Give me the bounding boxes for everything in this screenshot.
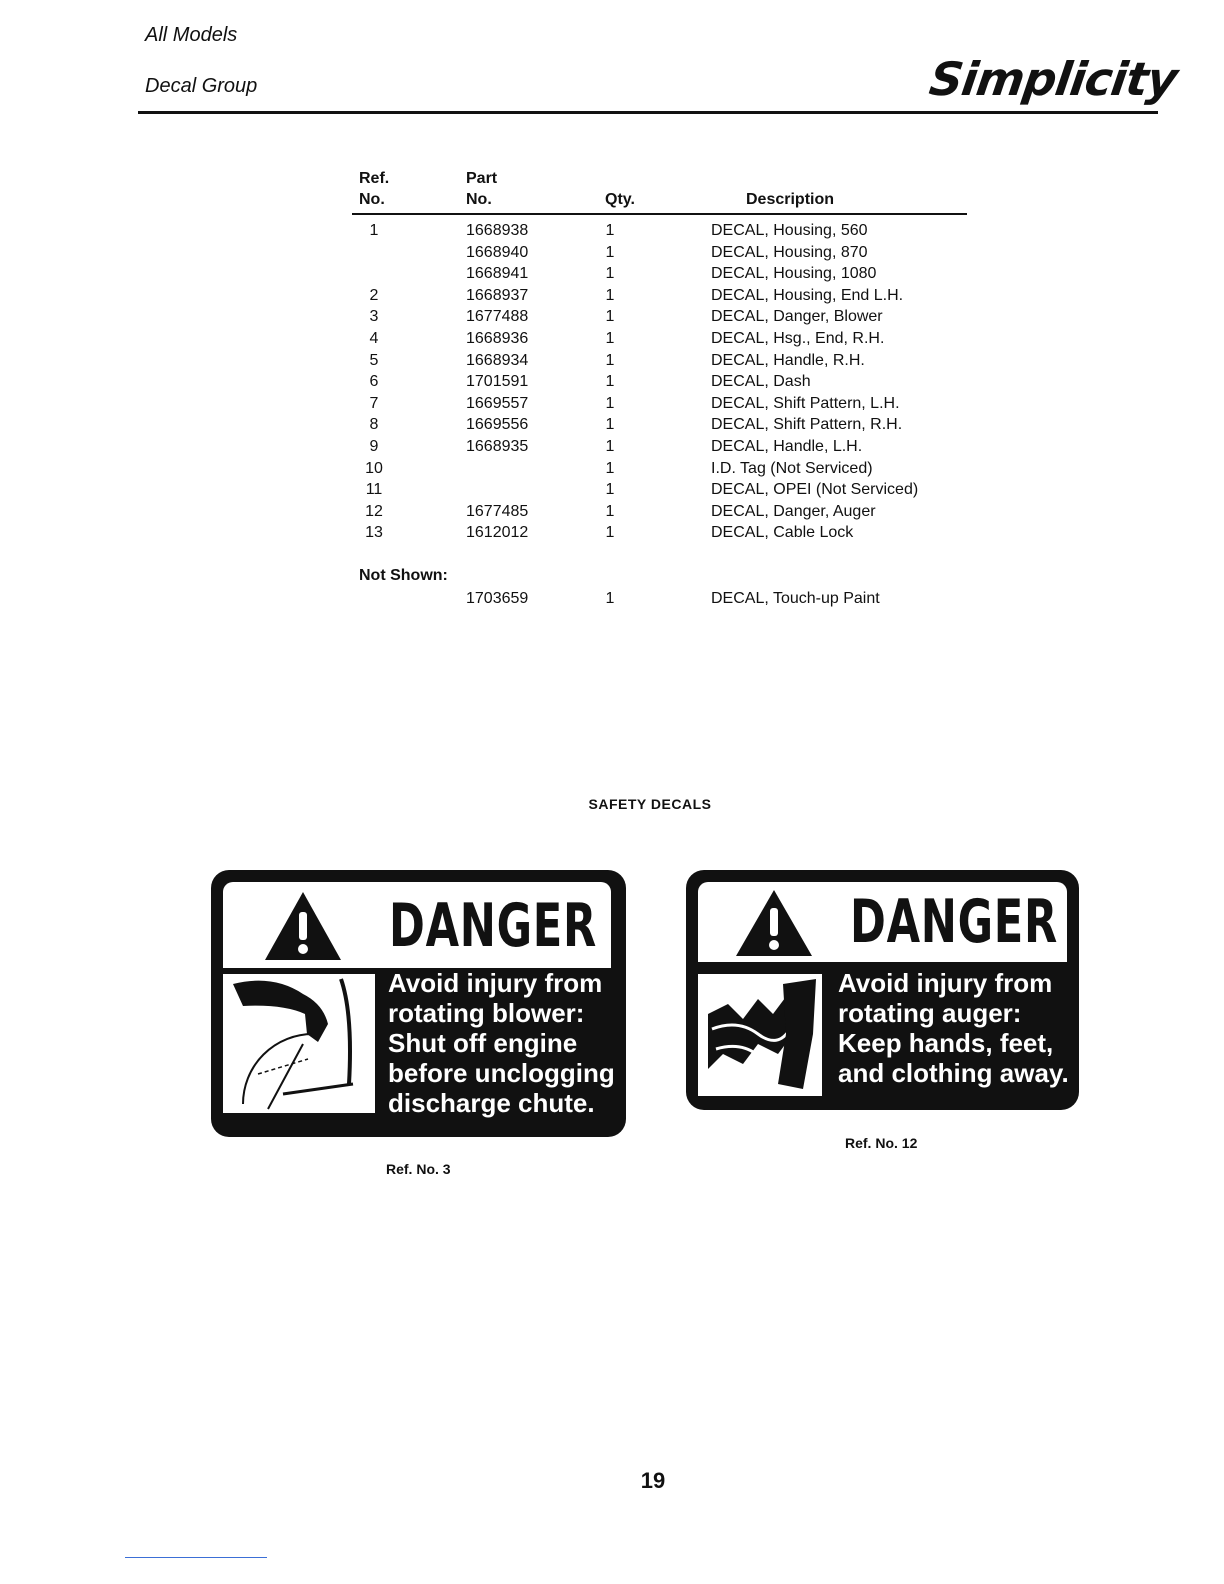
description: DECAL, Housing, 560 <box>711 222 868 239</box>
ref-number: 6 <box>369 373 379 391</box>
description: DECAL, Cable Lock <box>711 524 854 542</box>
part-number: 1668936 <box>466 330 529 347</box>
description: I.D. Tag (Not Serviced) <box>711 459 873 477</box>
message-line: and clothing away. <box>838 1058 1069 1088</box>
part-number: 1677488 <box>466 308 529 326</box>
col-qty-header: Qty. <box>605 191 635 208</box>
quantity: 1 <box>605 459 615 477</box>
not-shown-label: Not Shown: <box>359 567 448 584</box>
part-number: 1668938 <box>466 222 529 239</box>
table-row <box>0 588 1224 610</box>
ref-number: 5 <box>369 351 379 369</box>
table-row <box>0 436 1224 458</box>
decal-header-panel <box>698 882 1067 962</box>
ref-number: 8 <box>369 416 379 434</box>
table-row <box>0 285 1224 307</box>
brand-logo: Simplicity <box>926 52 1181 106</box>
col-part-header-2: No. <box>466 191 492 208</box>
message-line: Keep hands, feet, <box>838 1028 1054 1058</box>
part-number: 1677485 <box>466 502 529 520</box>
message-line: before unclogging <box>388 1058 615 1088</box>
message-line: Avoid injury from <box>388 968 603 998</box>
danger-word: DANGER <box>389 891 598 961</box>
quantity: 1 <box>605 524 615 542</box>
description: DECAL, Danger, Auger <box>711 502 876 520</box>
description: DECAL, Touch-up Paint <box>711 590 880 607</box>
col-ref-header-1: Ref. <box>359 170 390 187</box>
table-row <box>0 458 1224 480</box>
auger-hand-icon <box>698 974 822 1096</box>
col-ref-header-2: No. <box>359 191 385 208</box>
quantity: 1 <box>605 394 615 412</box>
header-models: All Models <box>145 24 238 46</box>
ref-number: 10 <box>365 459 383 477</box>
description: DECAL, OPEI (Not Serviced) <box>711 481 919 499</box>
ref-number: 7 <box>369 394 379 412</box>
quantity: 1 <box>605 481 615 499</box>
quantity: 1 <box>605 286 615 304</box>
part-number: 1669556 <box>466 416 529 434</box>
table-row <box>0 263 1224 285</box>
header-rule <box>138 111 1158 114</box>
description: DECAL, Housing, 870 <box>711 243 868 261</box>
part-number: 1668935 <box>466 438 529 455</box>
col-part-header-1: Part <box>466 170 498 187</box>
message-line: rotating blower: <box>388 998 585 1028</box>
table-row <box>0 350 1224 372</box>
decal-header-panel <box>223 882 611 968</box>
table-header-rule <box>352 213 967 215</box>
quantity: 1 <box>605 243 615 261</box>
quantity: 1 <box>605 308 615 326</box>
message-line: Avoid injury from <box>838 968 1053 998</box>
decal-message <box>388 968 615 1118</box>
quantity: 1 <box>605 222 615 239</box>
ref-number: 9 <box>369 438 379 455</box>
part-number: 1669557 <box>466 394 529 412</box>
decal-caption-blower: Ref. No. 3 <box>386 1161 451 1177</box>
table-row <box>0 414 1224 436</box>
part-number: 1612012 <box>466 524 529 542</box>
table-row <box>0 242 1224 264</box>
ref-number: 2 <box>369 286 379 304</box>
table-row <box>0 522 1224 544</box>
ref-number: 13 <box>365 524 383 542</box>
blower-hazard-pictogram <box>223 974 375 1113</box>
table-row <box>0 306 1224 328</box>
warning-triangle-icon <box>263 890 343 962</box>
decal-message <box>838 968 1069 1088</box>
decal-caption-auger: Ref. No. 12 <box>845 1135 918 1151</box>
auger-hazard-pictogram <box>698 974 822 1096</box>
hand-blower-icon <box>223 974 375 1113</box>
danger-decal-auger <box>686 870 1079 1110</box>
table-row <box>0 328 1224 350</box>
quantity: 1 <box>605 265 615 283</box>
quantity: 1 <box>605 330 615 347</box>
description: DECAL, Handle, R.H. <box>711 351 865 369</box>
quantity: 1 <box>605 351 615 369</box>
part-number: 1668941 <box>466 265 529 283</box>
message-line: rotating auger: <box>838 998 1022 1028</box>
part-number: 1668940 <box>466 243 529 261</box>
safety-decals-title: SAFETY DECALS <box>588 796 712 812</box>
message-line: Shut off engine <box>388 1028 578 1058</box>
ref-number: 12 <box>365 502 383 520</box>
ref-number: 11 <box>365 481 383 499</box>
description: DECAL, Housing, 1080 <box>711 265 877 283</box>
description: DECAL, Hsg., End, R.H. <box>711 330 885 347</box>
quantity: 1 <box>605 416 615 434</box>
quantity: 1 <box>605 502 615 520</box>
table-row <box>0 501 1224 523</box>
danger-word: DANGER <box>850 887 1059 957</box>
quantity: 1 <box>605 438 615 455</box>
table-row <box>0 393 1224 415</box>
quantity: 1 <box>605 590 615 607</box>
table-row <box>0 220 1224 242</box>
ref-number: 3 <box>369 308 379 326</box>
col-desc-header: Description <box>746 191 835 208</box>
part-number: 1668937 <box>466 286 529 304</box>
danger-decal-blower <box>211 870 626 1137</box>
description: DECAL, Handle, L.H. <box>711 438 863 455</box>
description: DECAL, Shift Pattern, R.H. <box>711 416 903 434</box>
part-number: 1701591 <box>466 373 529 391</box>
table-row <box>0 479 1224 501</box>
table-row <box>0 371 1224 393</box>
part-number: 1703659 <box>466 590 529 607</box>
description: DECAL, Housing, End L.H. <box>711 286 904 304</box>
ref-number: 4 <box>369 330 379 347</box>
quantity: 1 <box>605 373 615 391</box>
description: DECAL, Shift Pattern, L.H. <box>711 394 900 412</box>
bottom-rule <box>125 1557 267 1558</box>
part-number: 1668934 <box>466 351 529 369</box>
warning-triangle-icon <box>734 888 814 958</box>
header-group: Decal Group <box>145 75 258 97</box>
ref-number: 1 <box>369 222 379 239</box>
description: DECAL, Dash <box>711 373 811 391</box>
description: DECAL, Danger, Blower <box>711 308 883 326</box>
message-line: discharge chute. <box>388 1088 595 1118</box>
page-number: 19 <box>640 1468 666 1493</box>
